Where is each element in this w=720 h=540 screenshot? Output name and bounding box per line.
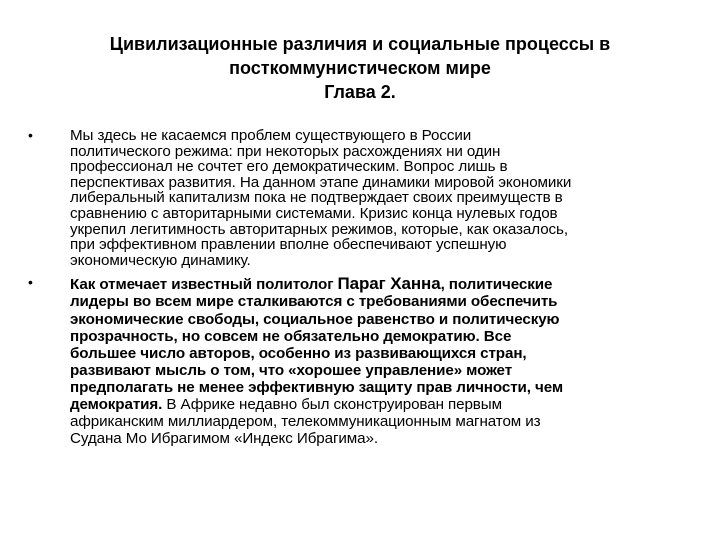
bold-end: демократия. bbox=[70, 396, 163, 413]
person-name: Параг Ханна bbox=[337, 274, 441, 294]
bullet-text bbox=[70, 128, 700, 268]
title-line: посткоммунистическом мире bbox=[229, 58, 491, 78]
text-line: экономическую динамику. bbox=[70, 251, 251, 269]
bullet-list bbox=[28, 128, 700, 447]
text-line: африканским миллиардером, телекоммуникационным магнатом из bbox=[70, 413, 541, 431]
text-line bbox=[70, 396, 700, 413]
slide-title bbox=[60, 32, 660, 104]
text-line: предполагать не менее эффективную защиту прав личности, чем bbox=[70, 378, 564, 396]
quote-intro: Как отмечает известный политолог bbox=[70, 276, 338, 294]
text-line: при эффективном правлении вполне обеспечивают успешную bbox=[70, 236, 507, 254]
text-line: политического режима: при некоторых расхождениях ни один bbox=[70, 142, 501, 160]
bullet-item bbox=[28, 275, 700, 447]
text-line: большее число авторов, особенно из развивающихся стран, bbox=[70, 344, 527, 362]
text-line: профессионал не сочтет его демократическим. Вопрос лишь в bbox=[70, 158, 508, 176]
text-line: сравнению с авторитарными системами. Кризис конца нулевых годов bbox=[70, 204, 558, 222]
chapter-label: Глава 2. bbox=[324, 82, 396, 102]
text-line: Судана Мо Ибрагимом «Индекс Ибрагима». bbox=[70, 430, 378, 448]
quote-intro-tail: , политические bbox=[440, 276, 553, 294]
text-line: перспективах развития. На данном этапе динамики мировой экономики bbox=[70, 173, 572, 191]
text-line: развивают мысль о том, что «хорошее управление» может bbox=[70, 361, 513, 379]
text-line: укрепил легитимность авторитарных режимов, которые, как оказалось, bbox=[70, 220, 568, 238]
text-line bbox=[70, 275, 700, 293]
bullet-item bbox=[28, 128, 700, 268]
bullet-icon: • bbox=[28, 274, 33, 291]
text-line: либеральный капитализм пока не подтверждает своих преимуществ в bbox=[70, 189, 563, 207]
title-line: Цивилизационные различия и социальные процессы в bbox=[109, 34, 611, 54]
bullet-icon: • bbox=[28, 127, 33, 143]
bullet-text bbox=[70, 275, 700, 447]
normal-text: В Африке недавно был сконструирован первым bbox=[162, 396, 502, 413]
text-line: экономические свободы, социальное равенство и политическую bbox=[70, 310, 560, 328]
text-line: лидеры во всем мире сталкиваются с требованиями обеспечить bbox=[70, 293, 558, 311]
text-line: прозрачность, но совсем не обязательно демократию. Все bbox=[70, 327, 512, 345]
text-line: Мы здесь не касаемся проблем существующего в России bbox=[70, 127, 472, 144]
